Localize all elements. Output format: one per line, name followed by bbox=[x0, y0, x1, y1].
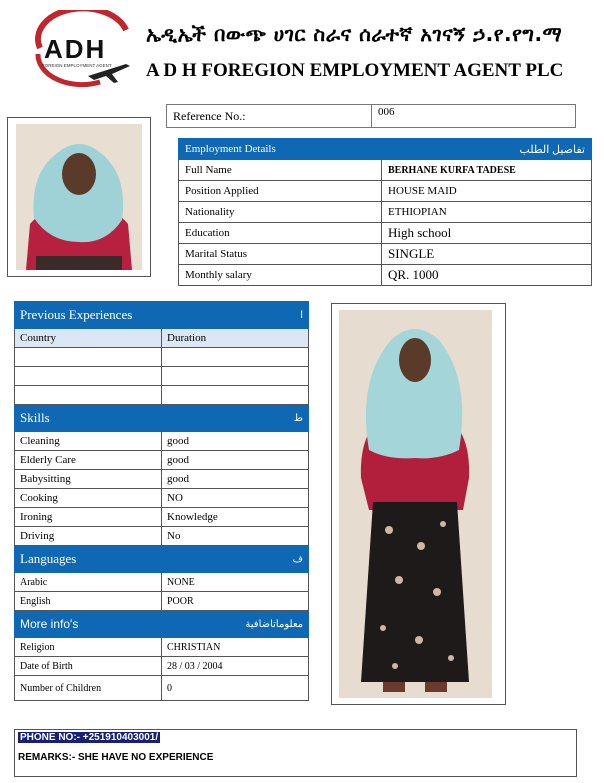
reference-box bbox=[166, 104, 576, 128]
row-label: Elderly Care bbox=[15, 451, 162, 470]
row-value: POOR bbox=[162, 592, 309, 611]
row-value: Knowledge bbox=[162, 508, 309, 527]
row-label: Date of Birth bbox=[15, 657, 162, 676]
experience-header bbox=[15, 302, 309, 329]
row-value: NONE bbox=[162, 573, 309, 592]
country-column-header: Country bbox=[15, 329, 162, 348]
more-info-title: More info's bbox=[20, 617, 79, 631]
experience-column-header bbox=[15, 329, 309, 348]
title-english: A D H FOREGION EMPLOYMENT AGENT PLC bbox=[146, 60, 564, 81]
table-row bbox=[179, 265, 592, 286]
table-row bbox=[15, 676, 309, 701]
experience-title-arabic: ا bbox=[300, 309, 303, 321]
applicant-photo-full bbox=[331, 303, 506, 705]
remarks-box bbox=[14, 729, 577, 777]
table-row bbox=[15, 386, 309, 405]
row-value: NO bbox=[162, 489, 309, 508]
row-value: ETHIOPIAN bbox=[382, 202, 592, 223]
table-row bbox=[179, 181, 592, 202]
table-row bbox=[15, 489, 309, 508]
row-label: Babysitting bbox=[15, 470, 162, 489]
reference-value: 006 bbox=[378, 106, 395, 118]
table-row bbox=[15, 638, 309, 657]
row-label: Cleaning bbox=[15, 432, 162, 451]
duration-column-header: Duration bbox=[162, 329, 309, 348]
row-label: Religion bbox=[15, 638, 162, 657]
row-label: Number of Children bbox=[15, 676, 162, 701]
applicant-photo-small bbox=[7, 117, 151, 277]
table-row bbox=[15, 657, 309, 676]
row-value: good bbox=[162, 451, 309, 470]
employment-title: Employment Details bbox=[185, 143, 276, 155]
languages-title: Languages bbox=[20, 551, 77, 566]
row-value: QR. 1000 bbox=[382, 265, 592, 286]
skills-title: Skills bbox=[20, 410, 50, 425]
row-label: Full Name bbox=[179, 160, 382, 181]
row-label: Nationality bbox=[179, 202, 382, 223]
table-row bbox=[15, 470, 309, 489]
table-row bbox=[15, 348, 309, 367]
table-row bbox=[15, 592, 309, 611]
row-label: Education bbox=[179, 223, 382, 244]
table-row bbox=[179, 223, 592, 244]
languages-title-arabic: ف bbox=[292, 553, 303, 565]
row-value: SINGLE bbox=[382, 244, 592, 265]
table-row bbox=[179, 202, 592, 223]
table-row bbox=[15, 432, 309, 451]
languages-header bbox=[15, 546, 309, 573]
reference-label: Reference No.: bbox=[167, 105, 372, 127]
more-info-header bbox=[15, 611, 309, 638]
employment-details-table bbox=[178, 138, 592, 286]
row-value: 0 bbox=[162, 676, 309, 701]
logo-subtext: FOREIGN EMPLOYMENT AGENT bbox=[42, 63, 112, 68]
row-label: Arabic bbox=[15, 573, 162, 592]
row-value: good bbox=[162, 432, 309, 451]
table-row bbox=[15, 508, 309, 527]
remarks-text: REMARKS:- SHE HAVE NO EXPERIENCE bbox=[18, 752, 214, 763]
row-value: good bbox=[162, 470, 309, 489]
title-amharic: ኤዲኤች በውጭ ሀገር ስራና ሰራተኛ አገናኝ ኃ.የ.የግ.ማ bbox=[146, 22, 563, 46]
logo-text: ADH bbox=[44, 34, 107, 64]
table-row bbox=[15, 527, 309, 546]
row-label: Monthly salary bbox=[179, 265, 382, 286]
employment-title-arabic: تفاصيل الطلب bbox=[519, 143, 585, 156]
applicant-info-table bbox=[14, 301, 309, 701]
skills-title-arabic: ط bbox=[293, 412, 303, 424]
row-label: Marital Status bbox=[179, 244, 382, 265]
employment-header bbox=[179, 139, 592, 160]
row-label: Driving bbox=[15, 527, 162, 546]
table-row bbox=[15, 573, 309, 592]
table-row bbox=[179, 160, 592, 181]
row-label: Ironing bbox=[15, 508, 162, 527]
row-label: Position Applied bbox=[179, 181, 382, 202]
row-label: English bbox=[15, 592, 162, 611]
table-row bbox=[15, 367, 309, 386]
table-row bbox=[15, 451, 309, 470]
row-value: 28 / 03 / 2004 bbox=[162, 657, 309, 676]
skills-header bbox=[15, 405, 309, 432]
experience-title: Previous Experiences bbox=[20, 307, 133, 322]
full-name-value: BERHANE KURFA TADESE bbox=[382, 160, 592, 181]
row-value: CHRISTIAN bbox=[162, 638, 309, 657]
table-row bbox=[179, 244, 592, 265]
company-logo bbox=[30, 10, 134, 92]
row-value: HOUSE MAID bbox=[382, 181, 592, 202]
phone-number: PHONE NO:- +251910403001/ bbox=[20, 732, 159, 743]
row-value: No bbox=[162, 527, 309, 546]
more-info-title-arabic: معلوماتاضافية bbox=[245, 618, 303, 630]
row-label: Cooking bbox=[15, 489, 162, 508]
row-value: High school bbox=[382, 223, 592, 244]
